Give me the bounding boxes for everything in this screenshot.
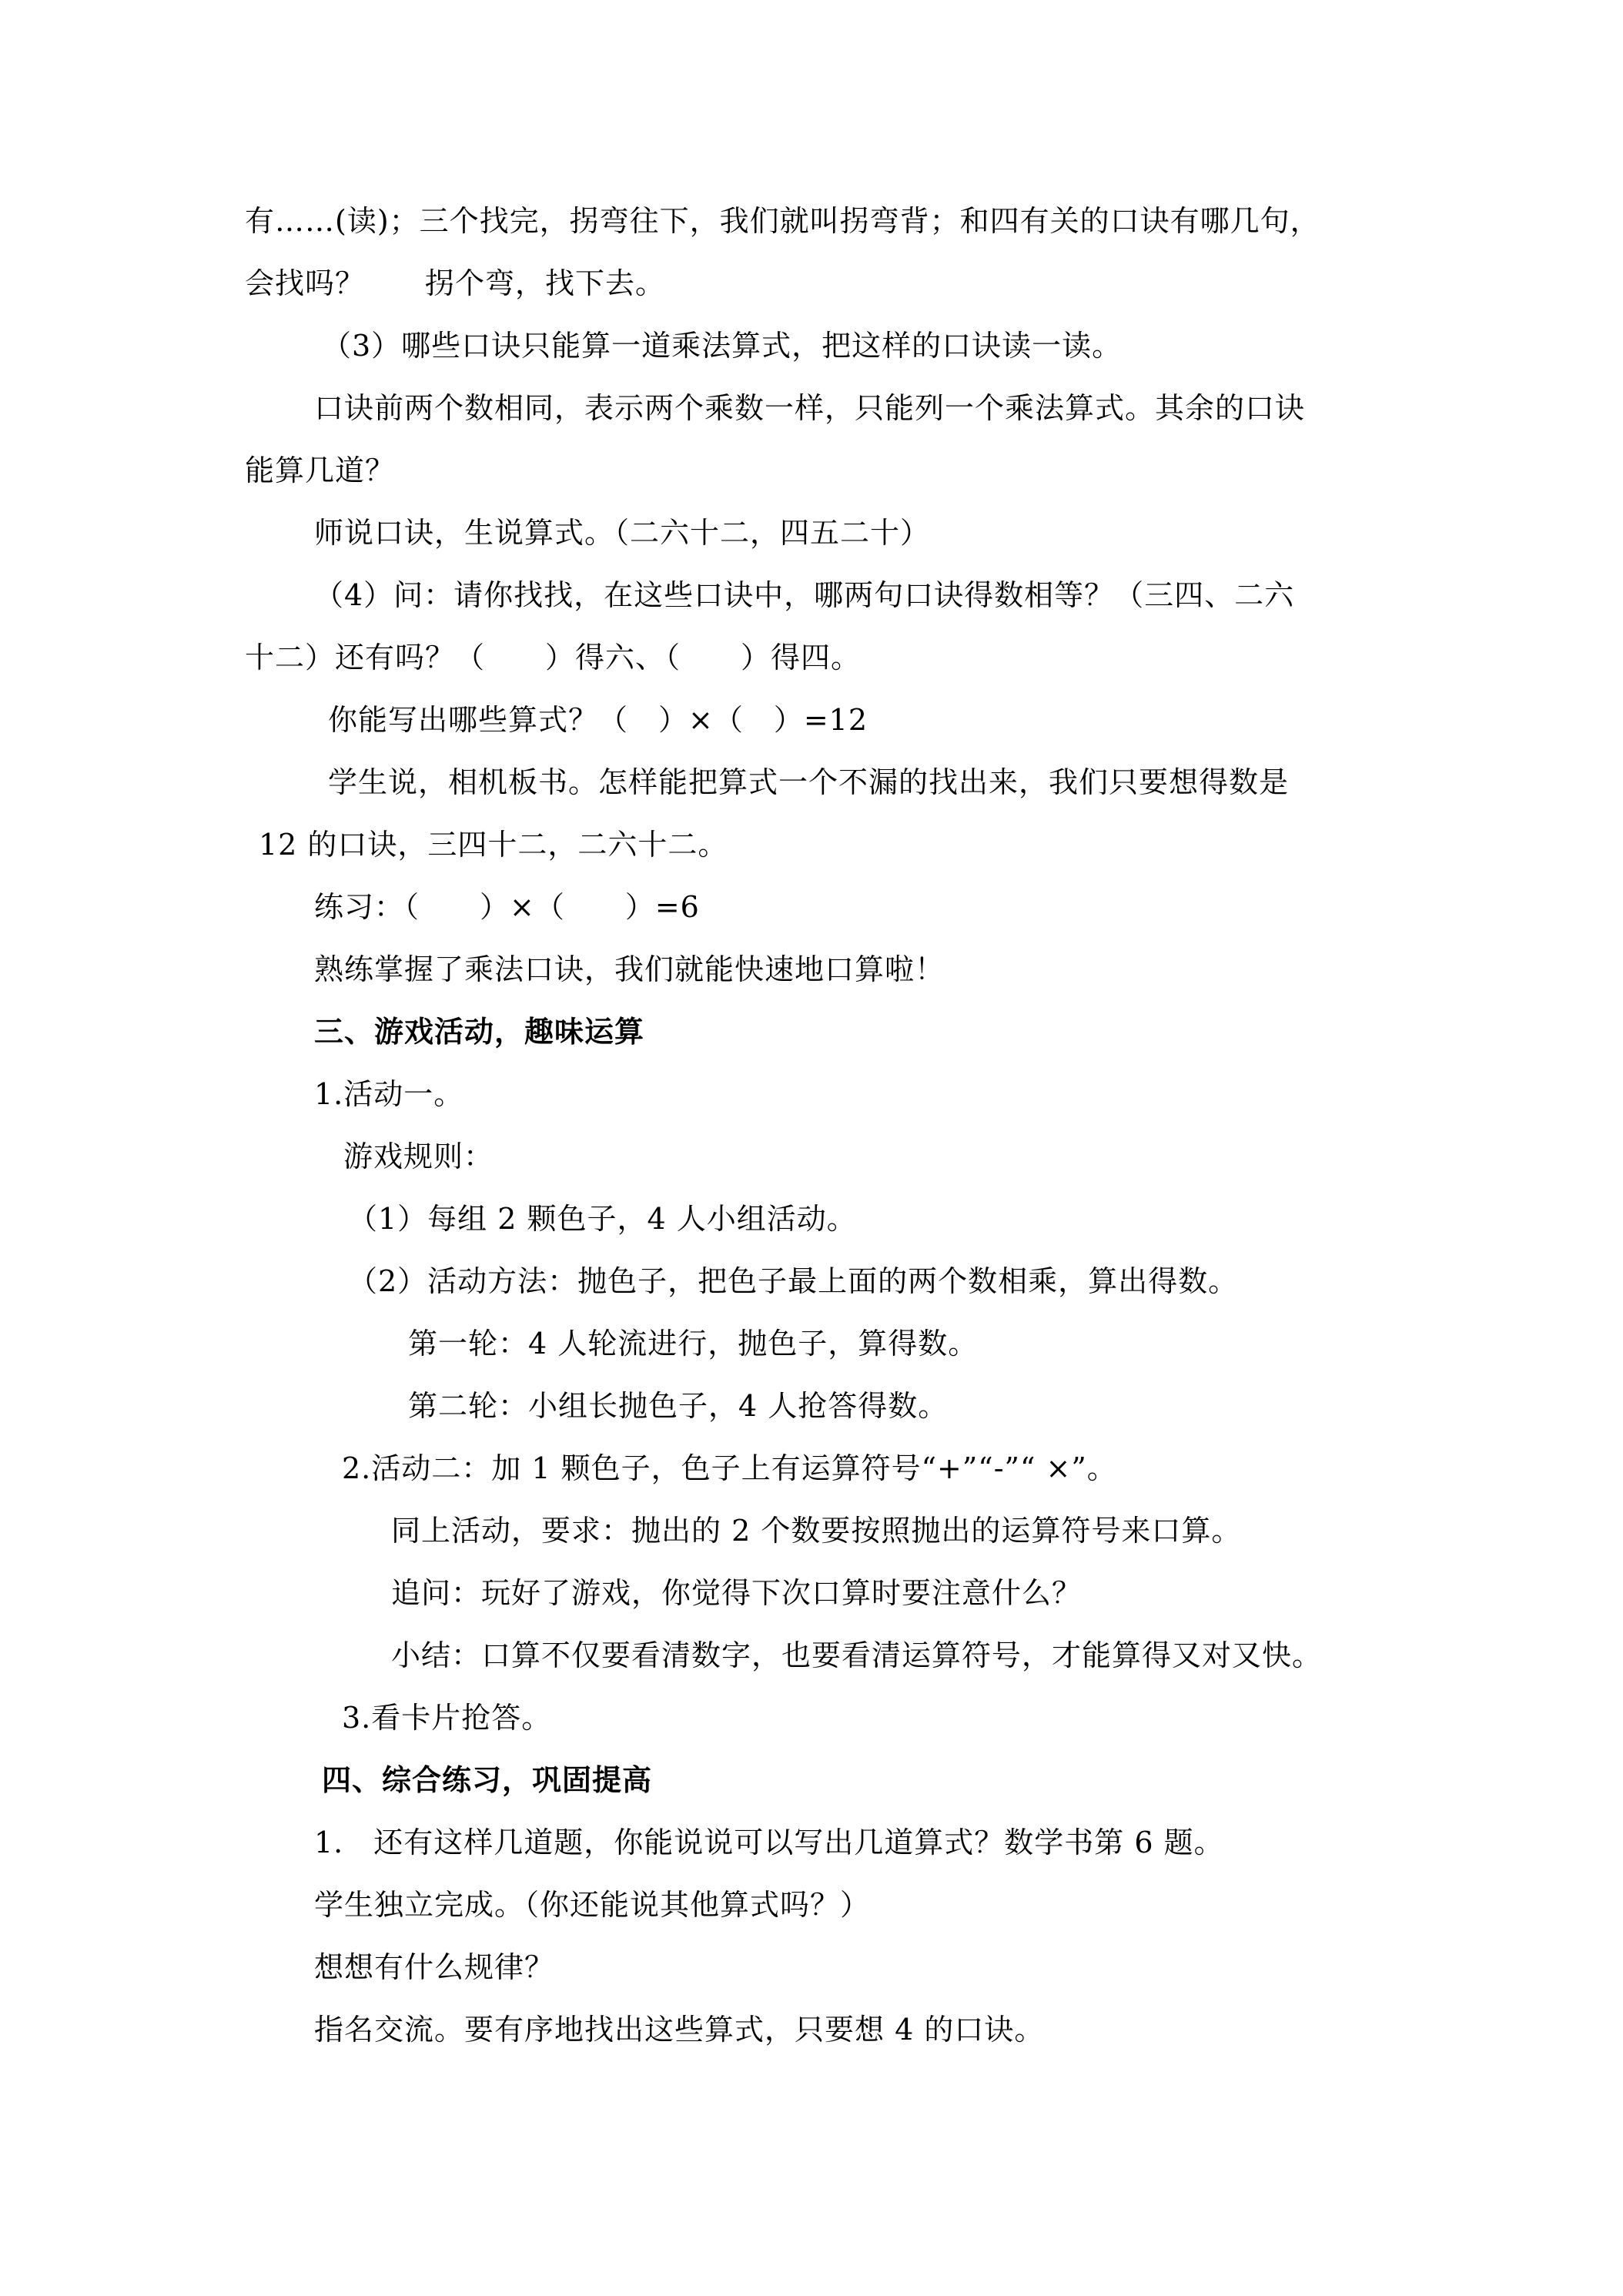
text-line-17: （1）每组 2 颗色子，4 人小组活动。	[348, 1202, 857, 1236]
text-line-18: （2）活动方法：抛色子，把色子最上面的两个数相乘，算出得数。	[348, 1264, 1239, 1298]
text-line-21: 2.活动二：加 1 颗色子，色子上有运算符号“+”“-”“ ×”。	[342, 1451, 1117, 1485]
text-line-8: 十二）还有吗？（ ）得六、（ ）得四。	[245, 641, 862, 674]
text-line-27: 1. 还有这样几道题，你能说说可以写出几道算式？数学书第 6 题。	[314, 1826, 1224, 1859]
text-line-30: 指名交流。要有序地找出这些算式，只要想 4 的口诀。	[314, 2013, 1045, 2047]
text-line-15: 1.活动一。	[314, 1077, 464, 1111]
section-heading-3: 三、游戏活动，趣味运算	[314, 1014, 645, 1049]
text-line-16: 游戏规则：	[343, 1140, 494, 1173]
text-line-20: 第二轮：小组长抛色子，4 人抢答得数。	[408, 1389, 949, 1423]
text-line-11: 12 的口诀，三四十二，二六十二。	[259, 828, 728, 862]
section-heading-4: 四、综合练习，巩固提高	[322, 1762, 653, 1797]
text-line-29: 想想有什么规律？	[314, 1950, 555, 1984]
text-line-2: 会找吗？ 拐个弯，找下去。	[245, 266, 666, 300]
text-line-28: 学生独立完成。（你还能说其他算式吗？）	[314, 1888, 871, 1922]
text-line-25: 3.看卡片抢答。	[342, 1701, 552, 1735]
text-line-1: 有……(读)；三个找完，拐弯往下，我们就叫拐弯背；和四有关的口诀有哪几句，	[245, 204, 1320, 238]
text-line-3: （3）哪些口诀只能算一道乘法算式，把这样的口诀读一读。	[322, 329, 1123, 363]
text-line-19: 第一轮：4 人轮流进行，抛色子，算得数。	[408, 1327, 979, 1361]
text-line-7: （4）问：请你找找，在这些口诀中，哪两句口诀得数相等？（三四、二六	[314, 578, 1295, 612]
text-line-13: 熟练掌握了乘法口诀，我们就能快速地口算啦！	[314, 952, 945, 986]
text-line-12: 练习：（ ）×（ ）=6	[314, 890, 700, 924]
text-line-10: 学生说，相机板书。怎样能把算式一个不漏的找出来，我们只要想得数是	[328, 765, 1290, 799]
text-line-24: 小结：口算不仅要看清数字，也要看清运算符号，才能算得又对又快。	[391, 1638, 1323, 1672]
text-line-4: 口诀前两个数相同，表示两个乘数一样，只能列一个乘法算式。其余的口诀	[314, 391, 1306, 425]
text-line-5: 能算几道？	[245, 454, 396, 487]
text-line-9: 你能写出哪些算式？（ ）×（ ）=12	[328, 703, 868, 737]
text-line-6: 师说口诀，生说算式。（二六十二，四五二十）	[314, 516, 931, 550]
text-line-22: 同上活动，要求：抛出的 2 个数要按照抛出的运算符号来口算。	[391, 1514, 1242, 1548]
text-line-23: 追问：玩好了游戏，你觉得下次口算时要注意什么？	[391, 1576, 1083, 1610]
